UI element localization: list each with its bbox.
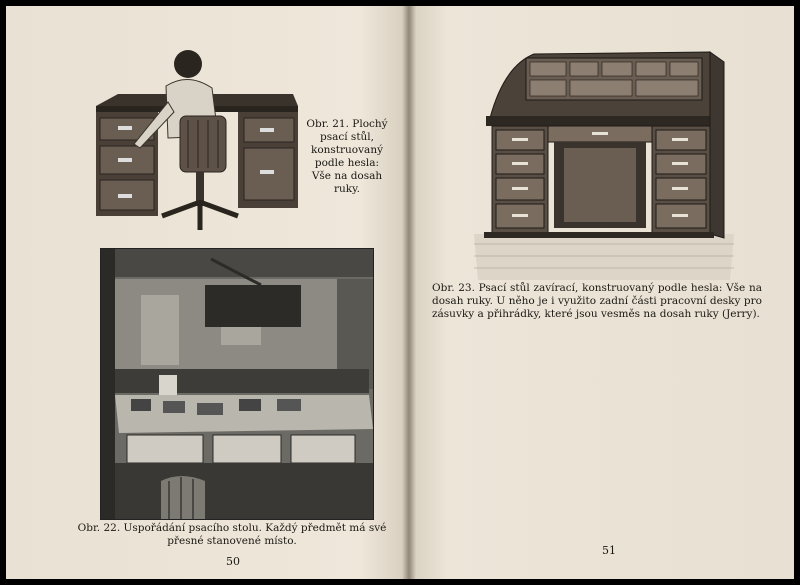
figure-22-caption: Obr. 22. Uspořádání psacího stolu. Každý předmět má své přesné stanovené místo. xyxy=(77,522,387,547)
figure-22-desk-arrangement-photo xyxy=(100,248,374,520)
figure-21-flat-desk-illustration xyxy=(88,46,308,246)
page-number-left: 50 xyxy=(226,555,240,568)
left-page xyxy=(6,6,408,579)
figure-21-caption: Obr. 21. Plochý psací stůl, konstruovaný podle hesla: Vše na dosah ruky. xyxy=(306,118,388,195)
figure-23-caption: Obr. 23. Psací stůl zavírací, konstruovaný podle hesla: Vše na dosah ruky. U něho je i využito zadní části pracovní desky pro zásuvky a přihrádky, které jsou vesměs na dosah ruky (Jerry). xyxy=(432,282,762,320)
figure-23-roll-top-desk-illustration xyxy=(474,44,734,280)
page-number-right: 51 xyxy=(602,544,616,557)
right-page xyxy=(412,6,794,579)
